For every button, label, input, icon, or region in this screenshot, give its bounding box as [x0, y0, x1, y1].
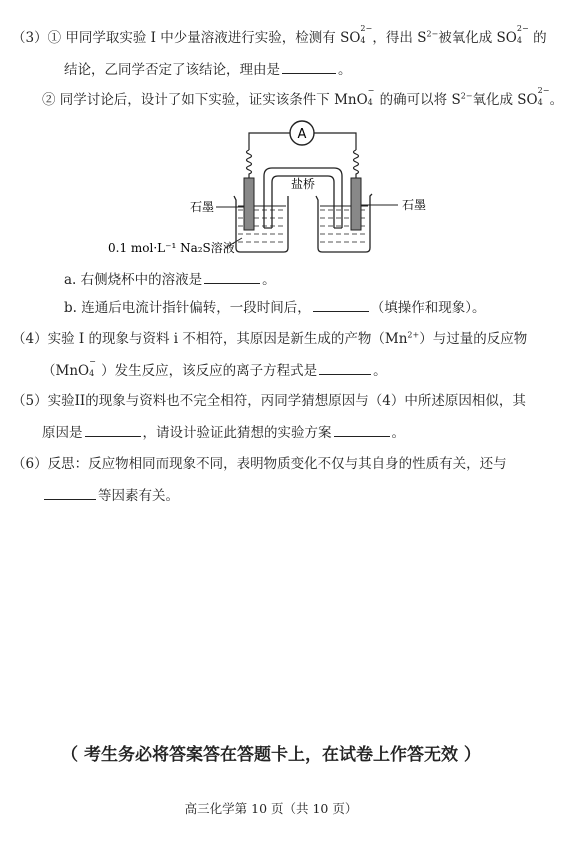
exam-notice: （ 考生务必将答案答在答题卡上，在试卷上作答无效 ） [61, 745, 481, 765]
answer-blank [334, 423, 390, 437]
q6-line2: 等因素有关。 [42, 486, 179, 505]
left-electrode-label: 石墨 [190, 200, 215, 214]
q5-line2: 原因是 ，请设计验证此猜想的实验方案 。 [42, 425, 405, 441]
q3-item-a: a. 右侧烧杯中的溶液是 。 [64, 272, 276, 288]
so4-ion-script: 2− 4 [360, 24, 373, 45]
q6-line1: （6）反思：反应物相同而现象不同，表明物质变化不仅与其自身的性质有关，还与 [12, 456, 507, 472]
left-graphite-electrode [244, 178, 254, 230]
answer-blank [282, 60, 336, 74]
answer-blank [85, 423, 141, 437]
page-footer: 高三化学第 10 页（共 10 页） [184, 801, 358, 816]
q3-line3: ② 同学讨论后，设计了如下实验，证实该条件下 MnO − 4 的确可以将 $S^{2-}$氧化成 SO 2− 4 。 [42, 86, 563, 108]
galvanic-cell-diagram [108, 120, 450, 260]
q3-line1: （3）① 甲同学取实验 I 中少量溶液进行实验，检测有 SO 2− 4 ，得出 $S^{2-}$被氧化成 SO 2− 4 的 [12, 24, 547, 46]
answer-blank [204, 270, 260, 284]
answer-blank [319, 361, 371, 375]
q5-line1: （5）实验II的现象与资料也不完全相符，丙同学猜想原因与（4）中所述原因相似，其 [12, 393, 526, 409]
q4-line2: （MnO − 4 ）发生反应，该反应的离子方程式是 。 [42, 357, 387, 379]
answer-blank [44, 486, 96, 500]
salt-bridge-label: 盐桥 [290, 177, 316, 191]
right-electrode-label: 石墨 [402, 198, 427, 212]
answer-blank [313, 298, 369, 312]
solution-label: 0.1 mol·L⁻¹ Na₂S溶液 [108, 241, 235, 255]
q3-line2: 结论，乙同学否定了该结论，理由是 。 [64, 62, 352, 78]
q3-item-b: b. 连通后电流计指针偏转，一段时间后， （填操作和现象）。 [64, 300, 486, 316]
right-graphite-electrode [351, 178, 361, 230]
q4-line1: （4）实验 I 的现象与资料 i 不相符，其原因是新生成的产物$(Mn^{2+})$与过量的反应物 [12, 330, 528, 347]
ammeter-label: A [297, 127, 307, 142]
